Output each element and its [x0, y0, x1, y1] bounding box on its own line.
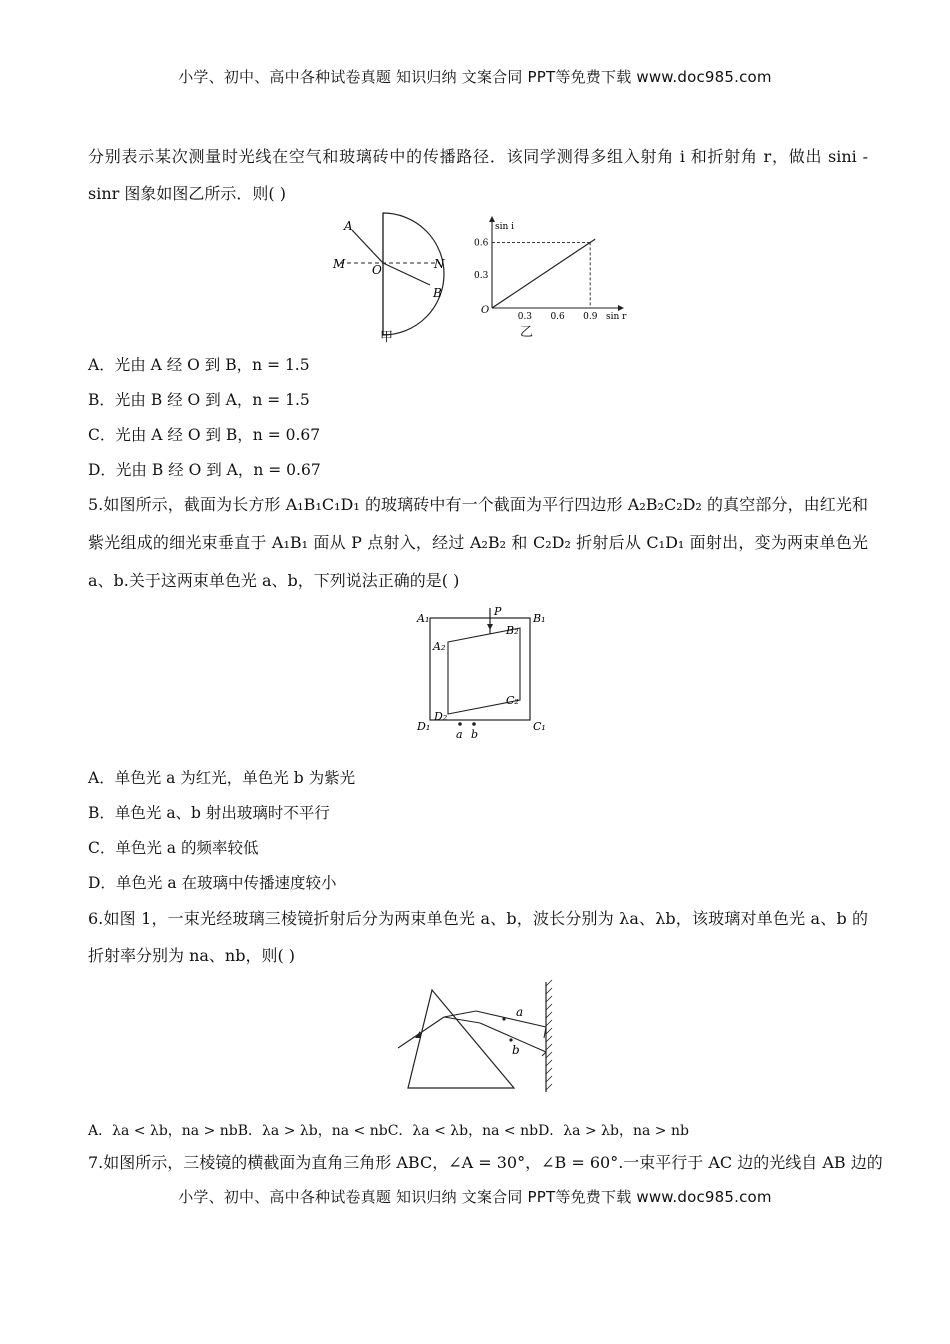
header-banner: 小学、初中、高中各种试卷真题 知识归纳 文案合同 PPT等免费下载 www.doc985.com — [178, 68, 772, 86]
label-D2: D₂ — [434, 710, 448, 723]
q7-line1: 7.如图所示，三棱镜的横截面为直角三角形 ABC，∠A = 30°，∠B = 60°.一束平行于 AC 边的光线自 AB 边的 — [88, 1153, 883, 1172]
ray-a — [476, 1011, 546, 1027]
label-b: b — [512, 1043, 520, 1057]
q6-line1: 6.如图 1，一束光经玻璃三棱镜折射后分为两束单色光 a、b，波长分别为 λa、λb，该玻璃对单色光 a、b 的 — [88, 909, 868, 928]
q6-options-line: A．λa < λb，na > nbB．λa > λb，na < nbC．λa < λb，na < nbD．λa > λb，na > nb — [88, 1123, 689, 1139]
label-b: b — [471, 728, 479, 741]
y-tick-label-1: 0.6 — [474, 238, 489, 249]
q5-line1: 5.如图所示，截面为长方形 A₁B₁C₁D₁ 的玻璃砖中有一个截面为平行四边形 A₂B₂C₂D₂ 的真空部分，由红光和 — [88, 495, 868, 514]
q5-line2: 紫光组成的细光束垂直于 A₁B₁ 面从 P 点射入，经过 A₂B₂ 和 C₂D₂ 折射后从 C₁D₁ 面射出，变为两束单色光 — [88, 533, 868, 552]
x-axis-arrow — [618, 305, 624, 311]
y-tick-label-0: 0.3 — [474, 271, 489, 282]
data-line — [492, 239, 595, 308]
x-tick-label-1: 0.6 — [550, 312, 565, 322]
x-axis-label: sin r — [606, 312, 627, 322]
label-a: a — [516, 1005, 524, 1019]
label-C2: C₂ — [506, 694, 519, 707]
q4-option-a: A．光由 A 经 O 到 B，n = 1.5 — [88, 356, 310, 374]
label-M: M — [333, 257, 346, 271]
q4-figure-jia — [330, 210, 460, 340]
q4-option-b: B．光由 B 经 O 到 A，n = 1.5 — [88, 391, 310, 409]
footer-banner: 小学、初中、高中各种试卷真题 知识归纳 文案合同 PPT等免费下载 www.doc985.com — [178, 1188, 772, 1206]
label-P: P — [494, 605, 502, 618]
point-b — [472, 722, 476, 726]
q5-option-a: A．单色光 a 为红光，单色光 b 为紫光 — [88, 769, 356, 787]
q6-line2: 折射率分别为 na、nb，则( ) — [88, 946, 296, 965]
q5-line3: a、b.关于这两束单色光 a、b，下列说法正确的是( ) — [88, 571, 460, 590]
q6-figure-prism — [396, 980, 566, 1095]
prism — [408, 990, 514, 1088]
ray-ao — [352, 230, 383, 263]
label-B: B — [433, 286, 442, 300]
q4-option-c: C．光由 A 经 O 到 B，n = 0.67 — [88, 426, 321, 444]
q4-intro-line2: sinr 图象如图乙所示．则( ) — [88, 184, 286, 203]
label-A2: A₂ — [433, 640, 446, 653]
semicircle-glass — [383, 213, 444, 335]
x-tick-label-2: 0.9 — [583, 312, 598, 322]
y-axis-label: sin i — [495, 222, 515, 232]
label-D1: D₁ — [417, 720, 431, 733]
label-A: A — [344, 219, 353, 233]
q5-option-d: D．单色光 a 在玻璃中传播速度较小 — [88, 874, 337, 892]
q4-intro-line1: 分别表示某次测量时光线在空气和玻璃砖中的传播路径．该同学测得多组入射角 i 和折射角 r，做出 sini - — [88, 147, 868, 166]
x-tick-label-0: 0.3 — [517, 312, 533, 322]
label-O: O — [372, 263, 382, 277]
q4-jia-caption: 甲 — [380, 330, 394, 345]
label-B2: B₂ — [506, 624, 519, 637]
label-N: N — [434, 257, 445, 271]
origin-label: O — [481, 305, 490, 316]
label-A1: A₁ — [417, 612, 430, 625]
q4-yi-caption: 乙 — [520, 325, 534, 340]
q4-option-d: D．光由 B 经 O 到 A，n = 0.67 — [88, 461, 321, 479]
label-B1: B₁ — [533, 612, 546, 625]
q5-option-b: B．单色光 a、b 射出玻璃时不平行 — [88, 804, 330, 822]
ray-ob — [383, 263, 430, 285]
label-a: a — [456, 728, 463, 741]
q5-figure — [412, 604, 552, 744]
q5-option-c: C．单色光 a 的频率较低 — [88, 839, 259, 857]
q4-figure-yi-chart — [474, 220, 627, 325]
point-a — [458, 722, 462, 726]
label-C1: C₁ — [533, 720, 546, 733]
incident-ray — [398, 1017, 444, 1048]
